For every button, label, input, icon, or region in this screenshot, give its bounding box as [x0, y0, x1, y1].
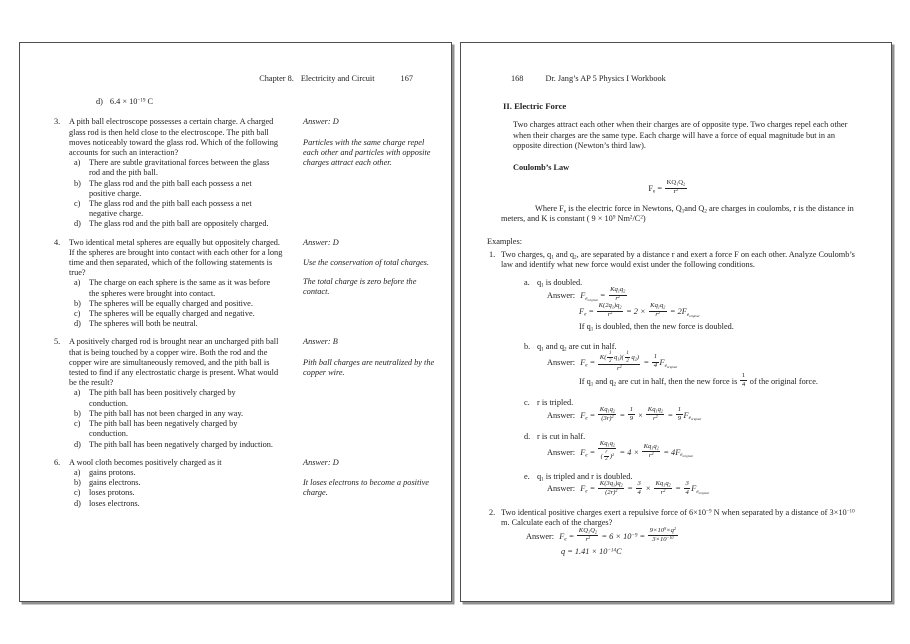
coulomb-law-formula: $F_e$ = $\frac{KQ_1Q_2}{r^2}$	[648, 179, 686, 196]
part-label-row	[524, 277, 891, 288]
example-part	[487, 277, 891, 334]
fraction: $\frac{Kq_1q_2}{r^2}$	[643, 442, 659, 459]
example-part	[487, 341, 891, 390]
examples-section	[487, 237, 891, 559]
answer-column	[294, 117, 439, 229]
option-letter: a)	[74, 158, 81, 168]
question-options	[74, 468, 294, 509]
answer-prefix: Answer:	[547, 410, 578, 420]
option-row	[74, 319, 294, 329]
example2-lines	[487, 525, 891, 559]
option-text: The glass rod and the pith ball each possess a net positive charge.	[89, 178, 252, 198]
example-number: 1.	[489, 249, 496, 259]
option-row	[74, 388, 294, 408]
answer-column	[294, 337, 439, 449]
fraction: $\frac{Kq_1q_2}{r^2}$	[610, 286, 626, 303]
formula: $F_e$ = $\frac{KQ_1Q_2}{r^2}$ = $6 \times 10^{-9}$ = $\frac{9\times 10^9\times q^2}{3\times 10^{-10}}$	[559, 525, 677, 543]
question-options	[74, 388, 294, 449]
fraction: $\frac{Kq_1q_2}{r^2}$	[655, 479, 671, 496]
question-text: A wool cloth becomes positively charged as it	[69, 457, 222, 467]
formula-line	[526, 525, 891, 545]
page-left	[19, 42, 452, 602]
option-text: The spheres will both be neutral.	[89, 319, 198, 329]
fraction: $\frac{1}{2}$	[608, 350, 612, 364]
fraction: $Kq_1q_2$ ( $\frac{r}{2}$ )$^2$	[599, 439, 615, 463]
fraction: $\frac{KQ_1Q_2}{r^2}$	[578, 526, 597, 543]
formula: If $q_1$ is doubled, then the new force is doubled.	[579, 322, 734, 333]
option-row	[74, 179, 294, 199]
option-text: gains electrons.	[89, 478, 141, 488]
option-letter: b)	[74, 298, 81, 308]
part-letter: b.	[524, 342, 531, 352]
question-block	[54, 337, 439, 449]
question-block	[54, 458, 439, 509]
answer-prefix: Answer:	[547, 291, 578, 301]
question-options	[74, 158, 294, 229]
option-row	[74, 468, 294, 478]
part-label-row	[524, 397, 891, 408]
formula-line	[579, 371, 891, 390]
stray-option	[54, 97, 439, 107]
part-label-row	[524, 471, 891, 482]
example-part	[487, 397, 891, 424]
question-main	[54, 458, 294, 509]
formula: $F_e$ = $\frac{K(2q_1)q_2}{r^2}$ = 2 × $\frac{Kq_1q_2}{r^2}$ = $2F_{e_{original}}$	[579, 302, 700, 319]
fraction: $\frac{K(2q_1)q_2}{r^2}$	[598, 302, 622, 319]
example-item-2	[489, 508, 891, 528]
formula: $F_{e_{original}}$ = $\frac{Kq_1q_2}{r^2}$	[580, 286, 626, 303]
option-row	[74, 278, 294, 298]
right-page-content	[461, 43, 891, 559]
examples-label: Examples:	[487, 236, 523, 246]
formula-line	[579, 304, 891, 320]
answer-note: Pith ball charges are neutralized by the copper wire.	[303, 357, 435, 377]
answer-note: Use the conservation of total charges.	[303, 257, 429, 267]
option-row	[74, 419, 294, 439]
left-page-content	[20, 43, 451, 509]
part-letter: d.	[524, 431, 531, 441]
example-text: Two identical positive charges exert a repulsive force of $6\times 10^{-9}$ N when separated by a distance of $3\times 10^{-10}$ m. Calculate each of the charges?	[501, 507, 855, 527]
answer-note: The total charge is zero before the contact.	[303, 277, 417, 297]
fraction: $\frac{1}{2}$	[626, 350, 629, 364]
question-number: 5.	[54, 337, 61, 347]
option-text: loses electrons.	[89, 498, 140, 508]
question-number: 6.	[54, 457, 61, 467]
option-text: The pith ball has been positively charged by conduction.	[89, 388, 236, 408]
fraction: $\frac{KQ_1Q_2}{r^2}$	[666, 179, 686, 196]
question-text-row	[54, 238, 294, 279]
example-item-1	[489, 250, 891, 270]
option-row	[74, 478, 294, 488]
question-number: 3.	[54, 117, 61, 127]
coulomb-law-heading: Coulomb’s Law	[513, 163, 570, 173]
answer-prefix: Answer:	[547, 447, 578, 457]
left-running-header	[54, 74, 439, 84]
part-letter: e.	[524, 471, 530, 481]
example1-parts	[487, 277, 891, 497]
formula-line	[547, 479, 891, 498]
answer-label: Answer: D	[303, 117, 339, 127]
example-part	[487, 471, 891, 498]
example-text: Two charges, $q_1$ and $q_2$, are separated by a distance r and exert a force F on each other. Analyze Coulomb’s law and identify what new force would exist under the following conditions.	[501, 249, 855, 270]
fraction: $\frac{K(3q_1)q_2}{(2r)^2}$	[599, 479, 623, 496]
question-text-row	[54, 337, 294, 388]
option-row	[74, 219, 294, 229]
chapter-title: Electricity and Circuit	[300, 74, 375, 83]
option-letter: c)	[74, 488, 81, 498]
option-text: The pith ball has not been charged in any way.	[89, 408, 244, 418]
question-text: A pith ball electroscope possesses a certain charge. A charged glass rod is then held close to the electroscope. The pith ball moves noticeably toward the glass rod. Which of the following accounts for such an interaction?	[69, 117, 279, 158]
formula: $F_e$ = $\frac{K(3q_1)q_2}{(2r)^2}$ = $\frac{3}{4}$ × $\frac{Kq_1q_2}{r^2}$ = $\frac{3}{4}$ $F_{e_{original}}$	[580, 479, 709, 496]
option-row	[74, 440, 294, 450]
page-number-right: 168	[511, 74, 524, 83]
option-row	[74, 309, 294, 319]
option-text: gains protons.	[89, 467, 136, 477]
formula: $F_e$ = $\frac{Kq_1q_2}{(3r)^2}$ = $\frac{1}{9}$ × $\frac{Kq_1q_2}{r^2}$ = $\frac{1}{9}$ $F_{e_{original}}$	[580, 405, 702, 422]
formula: $F_e$ = $Kq_1q_2$ ( $\frac{r}{2}$ )$^2$ = 4 × $\frac{Kq_1q_2}{r^2}$ = $4F_{e_{original}}$	[580, 439, 693, 463]
option-text: The pith ball has been negatively charged by conduction.	[89, 419, 238, 439]
example-part	[487, 431, 891, 464]
fraction: $\frac{1}{4}$	[741, 371, 746, 388]
option-letter: a)	[74, 467, 81, 477]
option-letter: a)	[74, 278, 81, 288]
question-block	[54, 117, 439, 229]
part-label-row	[524, 341, 891, 352]
option-letter: d)	[74, 498, 81, 508]
where-clause: Where $F_e$ is the electric force in Newtons, $Q_1and$ $Q_2$ are charges in coulombs, r is the distance in meters, and K is constant ( $9 \times 10^9$ $Nm^2/C^2$)	[501, 204, 854, 224]
answer-note: It loses electrons to become a positive charge.	[303, 477, 429, 498]
answer-label: Answer: D	[303, 237, 339, 247]
fraction: $\frac{Kq_1q_2}{r^2}$	[647, 405, 663, 422]
part-title: $q_1$ and $q_2$ are cut in half.	[537, 342, 617, 353]
part-title: r is cut in half.	[537, 431, 586, 441]
intro-paragraph: Two charges attract each other when their charges are of opposite type. Two charges repel each other when their charges are the same type. Each charge will have a force of equal magnitude but in an opposite direction (Newton’s third law).	[513, 120, 848, 150]
option-letter: c)	[74, 419, 81, 429]
part-letter: c.	[524, 397, 530, 407]
part-title: r is tripled.	[537, 397, 574, 407]
section-title: II. Electric Force	[503, 101, 567, 112]
formula-line	[547, 439, 891, 464]
option-letter: c)	[74, 199, 81, 209]
option-row	[74, 409, 294, 419]
answer-column	[294, 238, 439, 330]
option-letter: d)	[74, 319, 81, 329]
part-title: $q_1$ is doubled.	[537, 278, 583, 289]
answer-column	[294, 458, 439, 509]
option-text: The glass rod and the pith ball each possess a net negative charge.	[89, 199, 252, 219]
option-text: The pith ball has been negatively charged by induction.	[89, 439, 273, 449]
fraction: $\frac{9\times 10^9\times q^2}{3\times 10^{-10}}$	[649, 525, 677, 543]
formula: $q = 1.41 \times 10^{-14}C$	[561, 546, 622, 556]
question-text: A positively charged rod is brought near an uncharged pith ball that is being touched by a copper wire. Both the rod and the copper wire are simultaneously removed, and the pith ball is tested to find if any electrostatic charge is present. What would be the result?	[69, 337, 279, 388]
part-label-row	[524, 431, 891, 442]
question-block	[54, 238, 439, 330]
stray-option-text: $6.4 \times 10^{-19}$ C	[109, 97, 154, 107]
option-text: The spheres will be equally charged and positive.	[89, 298, 253, 308]
option-row	[74, 488, 294, 498]
right-running-header	[511, 74, 891, 84]
fraction: $\frac{Kq_1q_2}{(3r)^2}$	[599, 405, 615, 422]
question-options	[74, 278, 294, 329]
part-title: $q_1$ is tripled and r is doubled.	[537, 471, 633, 483]
page-right	[460, 42, 892, 602]
answer-label: Answer: B	[303, 337, 338, 347]
fraction: K( $\frac{1}{2}$ $q_1$)( $\frac{1}{2}$ $q_2$) $r^2$	[599, 350, 639, 372]
formula: If $q_1$ and $q_2$ are cut in half, then the new force is $\frac{1}{4}$ of the original force.	[579, 371, 818, 388]
option-row	[74, 158, 294, 178]
formula: $F_e$ = K( $\frac{1}{2}$ $q_1$)( $\frac{1}{2}$ $q_2$) $r^2$ = $\frac{1}{4}$ $F_{e_{original}}$	[580, 350, 678, 372]
fraction: $\frac{3}{4}$	[685, 479, 689, 496]
option-letter: d)	[74, 439, 81, 449]
question-list	[54, 117, 439, 508]
question-text-row	[54, 117, 294, 158]
formula-line	[561, 545, 891, 559]
answer-label: Answer: D	[303, 457, 339, 467]
option-letter: d)	[74, 219, 81, 229]
option-row	[74, 299, 294, 309]
answer-prefix: Answer:	[547, 357, 578, 367]
option-row	[74, 199, 294, 219]
part-letter: a.	[524, 278, 530, 288]
option-letter: b)	[74, 408, 81, 418]
question-main	[54, 238, 294, 330]
option-text: The spheres will be equally charged and negative.	[89, 309, 255, 319]
page-number-left: 167	[400, 74, 413, 83]
answer-note: Particles with the same charge repel each other and particles with opposite charges attract each other.	[303, 137, 431, 168]
fraction: $\frac{r}{2}$	[605, 448, 608, 463]
question-text: Two identical metal spheres are equally but oppositely charged. If the spheres are brought into contact with each other for a long time and then separated, which of the following statements is true?	[69, 237, 283, 278]
option-letter: b)	[74, 178, 81, 188]
question-text-row	[54, 458, 294, 468]
chapter-label: Chapter 8.	[259, 74, 294, 83]
question-number: 4.	[54, 237, 61, 247]
formula-line	[579, 320, 891, 334]
option-text: There are subtle gravitational forces between the glass rod and the pith ball.	[89, 158, 270, 178]
fraction: $\frac{1}{4}$	[653, 353, 658, 370]
answer-prefix: Answer:	[547, 484, 578, 494]
question-main	[54, 117, 294, 229]
answer-prefix: Answer:	[526, 531, 557, 541]
fraction: $\frac{Kq_1q_2}{r^2}$	[650, 302, 666, 319]
option-text: loses protons.	[89, 488, 135, 498]
fraction: $\frac{1}{9}$	[629, 405, 634, 422]
fraction: $\frac{3}{4}$	[637, 479, 641, 496]
option-row	[74, 499, 294, 509]
option-text: The charge on each sphere is the same as it was before the spheres were brought into contact.	[89, 278, 271, 298]
option-letter: b)	[74, 478, 81, 488]
formula-line	[547, 352, 891, 374]
stray-option-letter: d)	[96, 97, 103, 107]
workbook-title: Dr. Jang’s AP 5 Physics I Workbook	[545, 74, 666, 83]
option-letter: a)	[74, 388, 81, 398]
example-number: 2.	[489, 507, 496, 517]
question-main	[54, 337, 294, 449]
option-text: The glass rod and the pith ball are oppositely charged.	[89, 219, 269, 229]
formula-line	[547, 405, 891, 424]
option-letter: c)	[74, 309, 81, 319]
fraction: $\frac{1}{9}$	[677, 405, 682, 422]
